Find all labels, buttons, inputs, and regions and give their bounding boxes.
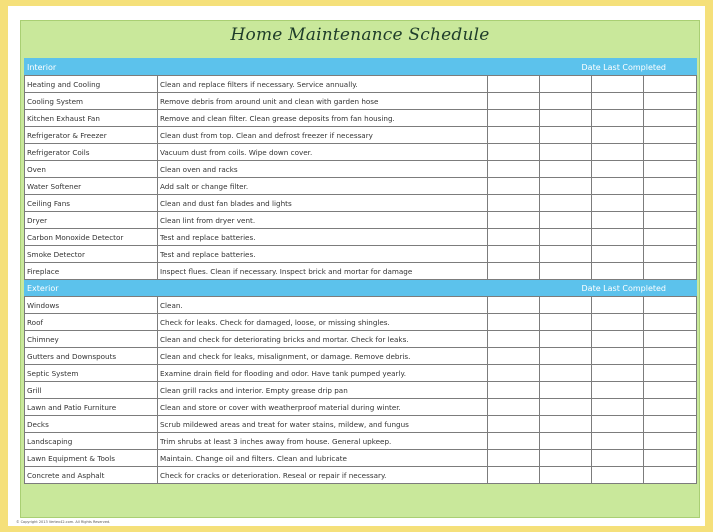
date-cell[interactable] (592, 212, 644, 229)
section-header-interior (25, 59, 697, 76)
section-header-exterior (25, 280, 697, 297)
date-cell[interactable] (488, 76, 540, 93)
date-cell[interactable] (644, 110, 697, 127)
task-cell: Maintain. Change oil and filters. Clean and lubricate (158, 450, 488, 467)
table-row (25, 314, 697, 331)
task-cell: Vacuum dust from coils. Wipe down cover. (158, 144, 488, 161)
date-cell[interactable] (488, 399, 540, 416)
page-title: Home Maintenance Schedule (230, 25, 490, 45)
date-cell[interactable] (644, 467, 697, 484)
item-cell: Gutters and Downspouts (25, 348, 158, 365)
date-cell[interactable] (644, 314, 697, 331)
table-row (25, 110, 697, 127)
date-cell[interactable] (592, 110, 644, 127)
item-cell: Dryer (25, 212, 158, 229)
item-cell: Smoke Detector (25, 246, 158, 263)
task-cell: Clean. (158, 297, 488, 314)
table-row (25, 229, 697, 246)
date-cell[interactable] (488, 93, 540, 110)
table-row (25, 467, 697, 484)
date-cell[interactable] (592, 76, 644, 93)
task-cell: Clean and store or cover with weatherproof material during winter. (158, 399, 488, 416)
date-cell[interactable] (592, 365, 644, 382)
section-title: Exterior (25, 280, 488, 297)
task-cell: Clean grill racks and interior. Empty grease drip pan (158, 382, 488, 399)
date-cell[interactable] (488, 263, 540, 280)
date-cell[interactable] (592, 263, 644, 280)
date-cell[interactable] (592, 399, 644, 416)
date-cell[interactable] (644, 348, 697, 365)
task-cell: Check for cracks or deterioration. Reseal or repair if necessary. (158, 467, 488, 484)
date-cell[interactable] (592, 433, 644, 450)
item-cell: Concrete and Asphalt (25, 467, 158, 484)
date-cell[interactable] (644, 127, 697, 144)
table-row (25, 416, 697, 433)
date-cell[interactable] (488, 331, 540, 348)
date-cell[interactable] (540, 450, 592, 467)
date-cell[interactable] (488, 246, 540, 263)
date-cell[interactable] (488, 144, 540, 161)
date-cell[interactable] (540, 178, 592, 195)
date-cell[interactable] (644, 365, 697, 382)
section-title: Interior (25, 59, 488, 76)
table-row (25, 212, 697, 229)
date-cell[interactable] (644, 433, 697, 450)
task-cell: Clean lint from dryer vent. (158, 212, 488, 229)
date-cell[interactable] (540, 365, 592, 382)
copyright-footer: © Copyright 2013 Vertex42.com. All Rights Reserved. (16, 520, 111, 524)
date-cell[interactable] (592, 348, 644, 365)
date-cell[interactable] (644, 76, 697, 93)
date-cell[interactable] (592, 229, 644, 246)
date-cell[interactable] (540, 467, 592, 484)
item-cell: Grill (25, 382, 158, 399)
table-row (25, 178, 697, 195)
item-cell: Landscaping (25, 433, 158, 450)
schedule-frame (20, 20, 700, 518)
item-cell: Windows (25, 297, 158, 314)
date-cell[interactable] (540, 195, 592, 212)
date-cell[interactable] (540, 263, 592, 280)
task-cell: Clean and check for leaks, misalignment, or damage. Remove debris. (158, 348, 488, 365)
item-cell: Refrigerator Coils (25, 144, 158, 161)
task-cell: Scrub mildewed areas and treat for water stains, mildew, and fungus (158, 416, 488, 433)
date-cell[interactable] (540, 246, 592, 263)
date-cell[interactable] (592, 450, 644, 467)
date-cell[interactable] (644, 246, 697, 263)
table-row (25, 331, 697, 348)
date-cell[interactable] (540, 229, 592, 246)
date-last-completed-header: Date Last Completed (488, 280, 697, 297)
task-cell: Inspect flues. Clean if necessary. Inspect brick and mortar for damage (158, 263, 488, 280)
item-cell: Refrigerator & Freezer (25, 127, 158, 144)
item-cell: Fireplace (25, 263, 158, 280)
table-row (25, 297, 697, 314)
date-cell[interactable] (540, 314, 592, 331)
date-cell[interactable] (644, 382, 697, 399)
date-cell[interactable] (540, 110, 592, 127)
date-cell[interactable] (488, 110, 540, 127)
date-cell[interactable] (644, 297, 697, 314)
date-cell[interactable] (592, 144, 644, 161)
task-cell: Clean oven and racks (158, 161, 488, 178)
date-cell[interactable] (644, 93, 697, 110)
table-row (25, 433, 697, 450)
date-cell[interactable] (592, 297, 644, 314)
date-cell[interactable] (488, 127, 540, 144)
date-cell[interactable] (644, 450, 697, 467)
item-cell: Kitchen Exhaust Fan (25, 110, 158, 127)
date-cell[interactable] (592, 467, 644, 484)
item-cell: Lawn and Patio Furniture (25, 399, 158, 416)
date-cell[interactable] (592, 178, 644, 195)
item-cell: Cooling System (25, 93, 158, 110)
table-row (25, 348, 697, 365)
date-cell[interactable] (488, 467, 540, 484)
date-cell[interactable] (592, 246, 644, 263)
date-cell[interactable] (644, 144, 697, 161)
date-cell[interactable] (540, 399, 592, 416)
date-cell[interactable] (540, 127, 592, 144)
task-cell: Add salt or change filter. (158, 178, 488, 195)
date-cell[interactable] (592, 331, 644, 348)
date-cell[interactable] (540, 144, 592, 161)
task-cell: Test and replace batteries. (158, 246, 488, 263)
document-page (8, 6, 705, 526)
task-cell: Remove and clean filter. Clean grease deposits from fan housing. (158, 110, 488, 127)
table-row (25, 195, 697, 212)
table-row (25, 127, 697, 144)
task-cell: Trim shrubs at least 3 inches away from house. General upkeep. (158, 433, 488, 450)
task-cell: Clean dust from top. Clean and defrost freezer if necessary (158, 127, 488, 144)
date-cell[interactable] (540, 416, 592, 433)
date-cell[interactable] (644, 229, 697, 246)
date-cell[interactable] (488, 161, 540, 178)
date-last-completed-header: Date Last Completed (488, 59, 697, 76)
task-cell: Examine drain field for flooding and odor. Have tank pumped yearly. (158, 365, 488, 382)
date-cell[interactable] (540, 212, 592, 229)
table-row (25, 161, 697, 178)
date-cell[interactable] (488, 382, 540, 399)
date-cell[interactable] (540, 348, 592, 365)
date-cell[interactable] (488, 433, 540, 450)
date-cell[interactable] (592, 416, 644, 433)
item-cell: Heating and Cooling (25, 76, 158, 93)
task-cell: Test and replace batteries. (158, 229, 488, 246)
schedule-table (24, 58, 697, 484)
task-cell: Clean and replace filters if necessary. Service annually. (158, 76, 488, 93)
date-cell[interactable] (488, 229, 540, 246)
date-cell[interactable] (644, 416, 697, 433)
date-cell[interactable] (644, 178, 697, 195)
table-row (25, 399, 697, 416)
date-cell[interactable] (488, 365, 540, 382)
table-row (25, 382, 697, 399)
table-row (25, 144, 697, 161)
date-cell[interactable] (488, 178, 540, 195)
task-cell: Remove debris from around unit and clean with garden hose (158, 93, 488, 110)
date-cell[interactable] (644, 212, 697, 229)
table-row (25, 76, 697, 93)
table-row (25, 365, 697, 382)
date-cell[interactable] (488, 297, 540, 314)
task-cell: Check for leaks. Check for damaged, loose, or missing shingles. (158, 314, 488, 331)
item-cell: Chimney (25, 331, 158, 348)
date-cell[interactable] (540, 331, 592, 348)
item-cell: Oven (25, 161, 158, 178)
date-cell[interactable] (592, 161, 644, 178)
date-cell[interactable] (592, 195, 644, 212)
task-cell: Clean and check for deteriorating bricks and mortar. Check for leaks. (158, 331, 488, 348)
date-cell[interactable] (540, 76, 592, 93)
date-cell[interactable] (644, 161, 697, 178)
date-cell[interactable] (540, 433, 592, 450)
date-cell[interactable] (592, 93, 644, 110)
date-cell[interactable] (488, 416, 540, 433)
item-cell: Carbon Monoxide Detector (25, 229, 158, 246)
item-cell: Decks (25, 416, 158, 433)
date-cell[interactable] (540, 161, 592, 178)
date-cell[interactable] (488, 195, 540, 212)
date-cell[interactable] (592, 314, 644, 331)
date-cell[interactable] (540, 297, 592, 314)
item-cell: Ceiling Fans (25, 195, 158, 212)
date-cell[interactable] (488, 348, 540, 365)
date-cell[interactable] (488, 314, 540, 331)
date-cell[interactable] (488, 212, 540, 229)
date-cell[interactable] (592, 127, 644, 144)
table-row (25, 93, 697, 110)
item-cell: Water Softener (25, 178, 158, 195)
date-cell[interactable] (540, 93, 592, 110)
item-cell: Septic System (25, 365, 158, 382)
date-cell[interactable] (488, 450, 540, 467)
table-row (25, 246, 697, 263)
date-cell[interactable] (644, 195, 697, 212)
item-cell: Lawn Equipment & Tools (25, 450, 158, 467)
task-cell: Clean and dust fan blades and lights (158, 195, 488, 212)
item-cell: Roof (25, 314, 158, 331)
date-cell[interactable] (644, 399, 697, 416)
table-row (25, 263, 697, 280)
date-cell[interactable] (644, 263, 697, 280)
date-cell[interactable] (592, 382, 644, 399)
date-cell[interactable] (540, 382, 592, 399)
table-row (25, 450, 697, 467)
date-cell[interactable] (644, 331, 697, 348)
schedule-body (25, 59, 697, 484)
